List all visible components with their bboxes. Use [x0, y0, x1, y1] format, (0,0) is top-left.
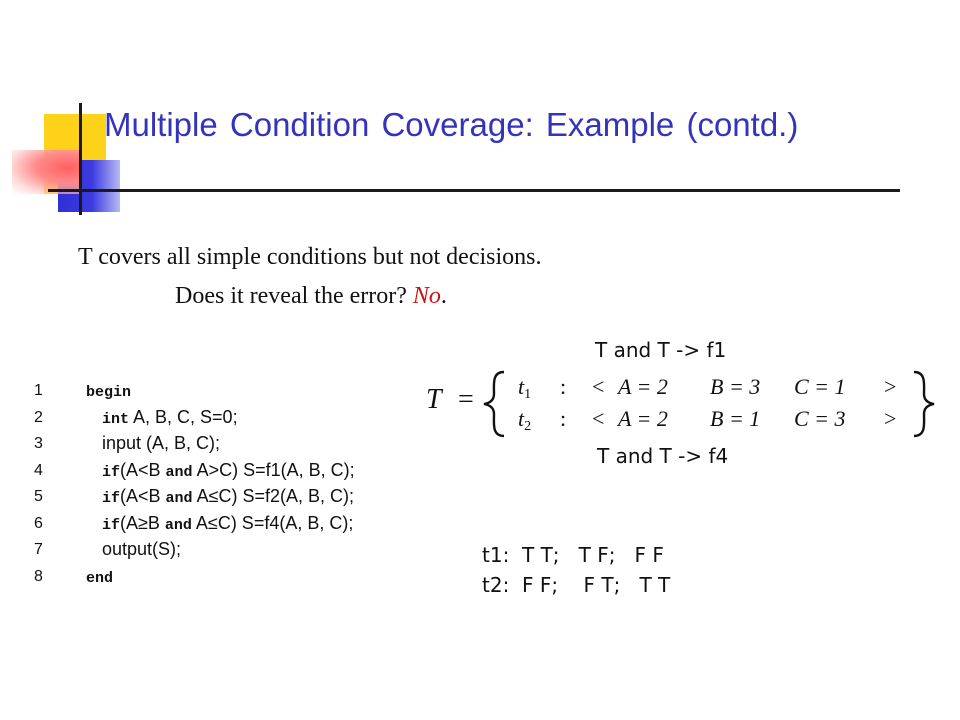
- formula-open: [592, 374, 604, 400]
- code-fragment: A>C) S=f1(A, B, C);: [192, 459, 355, 480]
- code-keyword: and: [165, 490, 193, 507]
- code-text: [102, 460, 355, 481]
- formula-open-text: <: [592, 374, 605, 399]
- decorative-vertical-line: [79, 103, 82, 215]
- formula-colon-text: :: [560, 406, 567, 431]
- formula-close-text: >: [884, 374, 897, 399]
- line-number: 6: [34, 514, 43, 532]
- code-fragment: A, B, C, S=0;: [129, 406, 238, 427]
- formula-a-text: A = 2: [618, 374, 668, 399]
- formula-b: [710, 374, 760, 400]
- line-number: 1: [34, 382, 43, 399]
- formula-label-text: t: [518, 406, 525, 431]
- code-keyword: and: [165, 463, 193, 481]
- code-text: [86, 566, 113, 587]
- formula-label: [518, 406, 531, 435]
- code-fragment: (A≥B: [120, 512, 165, 533]
- formula-close: [884, 374, 896, 400]
- line-number: 5: [34, 488, 43, 505]
- code-text: [86, 380, 131, 401]
- code-text: [102, 486, 354, 507]
- formula-c-text: C = 3: [794, 406, 846, 431]
- formula-subscript: 1: [524, 387, 532, 402]
- error-question-text: Does it reveal the error?: [175, 283, 407, 309]
- formula-a: [618, 374, 668, 400]
- formula-c-text: C = 1: [794, 374, 846, 399]
- formula-c: [794, 406, 846, 432]
- formula-label-text: t: [518, 374, 525, 399]
- formula-colon: [560, 406, 566, 432]
- formula-close: [884, 406, 896, 432]
- code-keyword: if: [102, 516, 121, 534]
- formula-colon: [560, 374, 566, 400]
- formula-colon-text: :: [560, 374, 567, 399]
- code-text: [102, 513, 353, 534]
- code-keyword: begin: [86, 384, 132, 401]
- note-f4: T and T -> f4: [597, 444, 729, 468]
- line-number: 2: [34, 408, 43, 426]
- formula-open: [592, 406, 604, 432]
- formula-b-text: B = 1: [710, 406, 761, 431]
- line-number: 8: [34, 567, 43, 585]
- code-fragment: (A<B: [120, 459, 166, 480]
- formula-equals: =: [458, 384, 474, 415]
- title-underline: [48, 189, 900, 192]
- slide-title: Multiple Condition Coverage: Example (contd.): [104, 106, 799, 143]
- formula-b-text: B = 3: [710, 374, 761, 399]
- truth-values-t2: t2: F F; F T; T T: [482, 573, 671, 597]
- formula-c: [794, 374, 846, 400]
- code-keyword: end: [86, 569, 114, 587]
- error-answer: No: [412, 283, 441, 309]
- formula-label: [518, 374, 531, 403]
- error-answer-period: .: [440, 283, 447, 309]
- formula-subscript: 2: [524, 419, 532, 434]
- code-fragment: A≤C) S=f4(A, B, C);: [191, 512, 354, 533]
- formula-close-text: >: [884, 406, 897, 431]
- code-fragment: (A<B: [120, 486, 166, 506]
- formula-b: [710, 406, 760, 432]
- code-keyword: if: [102, 490, 121, 507]
- left-brace-icon: [480, 370, 510, 438]
- code-fragment: output(S);: [102, 539, 182, 559]
- code-fragment: A≤C) S=f2(A, B, C);: [192, 486, 354, 506]
- error-question: [175, 283, 447, 310]
- code-text: [102, 539, 181, 560]
- line-number: 4: [34, 461, 43, 479]
- code-keyword: if: [102, 463, 121, 481]
- formula-a-text: A = 2: [618, 406, 668, 431]
- coverage-statement: T covers all simple conditions but not decisions.: [78, 244, 542, 270]
- formula-a: [618, 406, 668, 432]
- code-keyword: int: [102, 410, 130, 428]
- code-keyword: and: [164, 516, 192, 534]
- code-text: [102, 433, 220, 454]
- note-f1: T and T -> f1: [595, 338, 727, 362]
- code-fragment: input (A, B, C);: [102, 433, 221, 453]
- line-number: 3: [34, 435, 43, 452]
- decorative-red-square: [12, 150, 82, 194]
- test-set-formula: [418, 366, 938, 442]
- right-brace-icon: [908, 370, 938, 438]
- truth-values-t1: t1: T T; T F; F F: [482, 543, 664, 567]
- code-text: [102, 407, 238, 428]
- formula-open-text: <: [592, 406, 605, 431]
- formula-lhs: T: [426, 384, 442, 415]
- line-number: 7: [34, 541, 43, 558]
